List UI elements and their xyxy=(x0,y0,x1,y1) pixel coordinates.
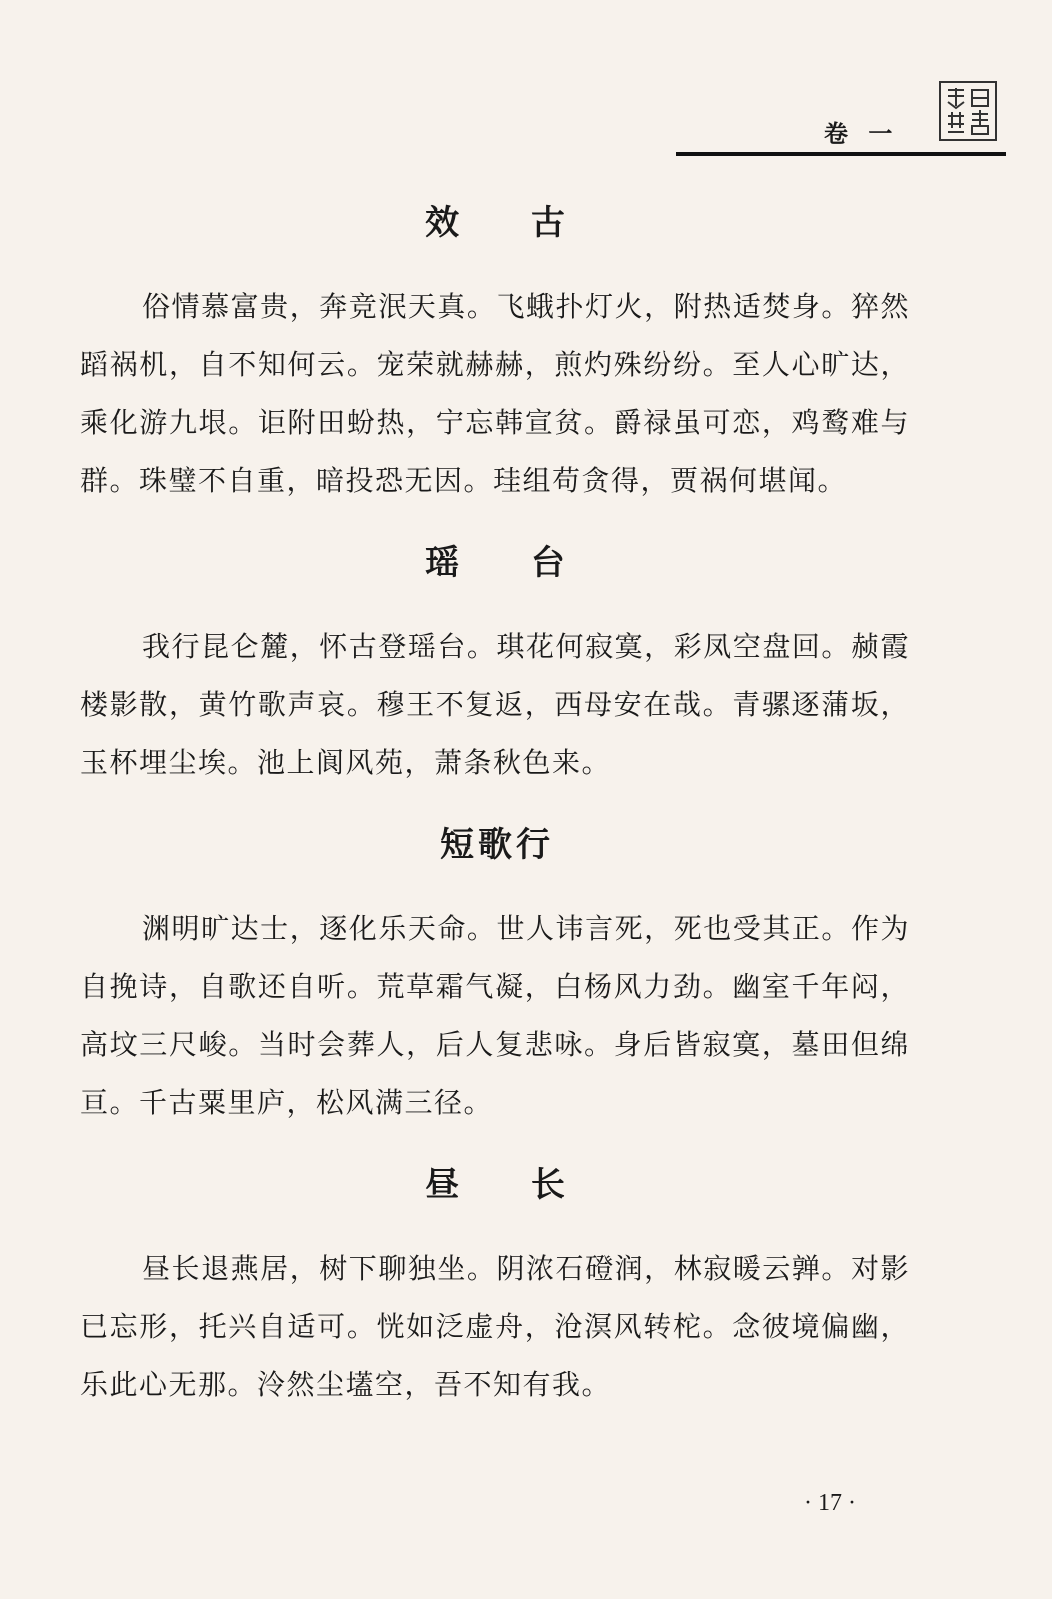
poem-body: 昼长退燕居，树下聊独坐。阴浓石磴润，林寂暖云亸。对影已忘形，托兴自适可。恍如泛虚舟，沧溟风转柁。念彼境偏幽，乐此心无那。泠然尘壒空，吾不知有我。 xyxy=(80,1252,910,1401)
poem-title: 效 古 xyxy=(425,203,595,243)
poem-body: 渊明旷达士，逐化乐天命。世人讳言死，死也受其正。作为自挽诗，自歌还自听。荒草霜气凝，白杨风力劲。幽室千年闷，高坟三尺峻。当时会葬人，后人复悲咏。身后皆寂寞，墓田但绵亘。千古粟里庐，松风满三径。 xyxy=(80,912,910,1119)
page-number: · 17 · xyxy=(804,1490,856,1516)
header-rule xyxy=(676,152,1006,156)
poem-body: 俗情慕富贵，奔竞泯天真。飞蛾扑灯火，附热适焚身。猝然蹈祸机，自不知何云。宠荣就赫赫，煎灼殊纷纷。至人心旷达，乘化游九垠。讵附田蚡热，宁忘韩宣贫。爵禄虽可恋，鸡鹜难与群。珠璧不自重，暗投恐无因。珪组苟贪得，贾祸何堪闻。 xyxy=(80,290,910,497)
poem-title: 瑶 台 xyxy=(425,543,595,583)
running-head: 卷 一 xyxy=(824,120,899,148)
seal-stamp-icon xyxy=(938,80,998,142)
poem-list xyxy=(80,200,910,1444)
poem-title: 短歌行 xyxy=(440,825,554,865)
poem-title: 昼 长 xyxy=(425,1165,595,1205)
poem-body: 我行昆仑麓，怀古登瑶台。琪花何寂寞，彩凤空盘回。赪霞楼影散，黄竹歌声哀。穆王不复返，西母安在哉。青骡逐蒲坂，玉杯埋尘埃。池上阆风苑，萧条秋色来。 xyxy=(80,630,910,779)
